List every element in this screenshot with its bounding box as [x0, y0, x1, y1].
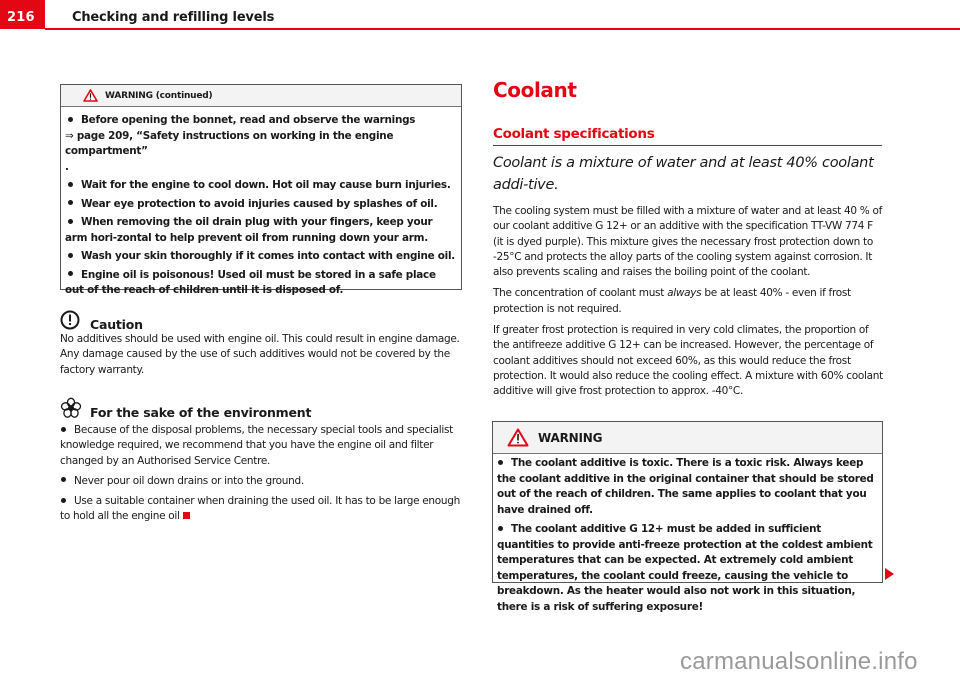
warning-item: The coolant additive is toxic. There is a toxic risk. Always keep the coolant additive in the original container that should be stored out of the reach of children. The same applies to coolant that you have drained off.: [497, 457, 874, 516]
chapter-title: Checking and refilling levels: [72, 10, 275, 25]
crossref-arrow-icon: ⇒: [65, 129, 74, 142]
warning-box-title: WARNING (continued): [105, 90, 213, 101]
environment-item: Never pour oil down drains or into the ground.: [60, 474, 460, 489]
warning-item: Wait for the engine to cool down. Hot oil may cause burn injuries.: [65, 178, 457, 194]
environment-heading: [60, 395, 311, 420]
bullet-icon: [68, 219, 73, 224]
warning-triangle-icon: [83, 89, 98, 102]
warning-box-body: [61, 113, 461, 299]
warning-box-body: [493, 456, 882, 615]
paragraph: The concentration of coolant must always be at least 40% - even if frost protection is not required.: [493, 287, 851, 315]
coolant-warning-box: [492, 421, 883, 613]
emphasis: always: [667, 287, 702, 300]
warning-triangle-icon: [507, 428, 529, 447]
bullet-icon: [68, 117, 73, 122]
intro-text: Coolant is a mixture of water and at least 40% coolant addi-tive.: [493, 155, 874, 193]
environment-list: [60, 423, 460, 530]
bullet-icon: [61, 498, 66, 503]
bullet-icon: [68, 200, 73, 205]
next-page-arrow-icon[interactable]: [885, 568, 894, 580]
warning-item: The coolant additive G 12+ must be added in sufficient quantities to provide anti-freeze protection at the coldest ambient temperatures that can be expected. At extremely cold ambient temperatures, the coolant could freeze, causing the vehicle to breakdown. As the heater would also not work in this situation, there is a risk of suffering exposure!: [497, 523, 873, 613]
bullet-icon: [61, 427, 66, 432]
header-rule: [45, 28, 960, 30]
subsection-rule: [493, 145, 882, 146]
environment-title: For the sake of the environment: [90, 405, 312, 420]
warning-item: When removing the oil drain plug with your fingers, keep your arm hori-zontal to help prevent oil from running down your arm.: [65, 216, 433, 244]
watermark: carmanualsonline.info: [680, 648, 918, 675]
bullet-icon: [498, 460, 503, 465]
flower-environment-icon: [60, 397, 82, 419]
bullet-icon: [68, 271, 73, 276]
bullet-icon: [498, 526, 503, 531]
bullet-icon: [61, 477, 66, 482]
caution-exclamation-icon: [60, 310, 80, 330]
warning-item: Wear eye protection to avoid injuries caused by splashes of oil.: [65, 197, 457, 213]
caution-heading: [60, 307, 143, 332]
environment-item: Use a suitable container when draining the used oil. It has to be large enough to hold all the engine oil: [60, 495, 460, 523]
bullet-icon: [68, 182, 73, 187]
coolant-body: [493, 204, 885, 405]
page-number: 216: [7, 10, 35, 25]
paragraph: If greater frost protection is required in very cold climates, the proportion of the antifreeze additive G 12+ can be increased. However, the percentage of coolant additives should not exceed 60%, as this would reduce the frost protection. It would also reduce the cooling effect. A mixture with 60% coolant additive will give frost protection to approx. -40°C.: [493, 324, 883, 398]
paragraph: The cooling system must be filled with a mixture of water and at least 40 % of our coolant additive G 12+ or an additive with the specification TT-VW 774 F (it is dyed purple). This mixture gives the necessary frost protection down to -25°C and protects the alloy parts of the cooling system against corrosion. It also prevents scaling and raises the boiling point of the coolant.: [493, 205, 883, 279]
warning-item: Wash your skin thoroughly if it comes into contact with engine oil.: [65, 249, 457, 265]
caution-text: No additives should be used with engine oil. This could result in engine damage. Any damage caused by the use of such additives would not be covered by the factory warranty.: [60, 333, 460, 376]
warning-box-header: [493, 422, 882, 454]
bullet-icon: [68, 253, 73, 258]
environment-item: Because of the disposal problems, the necessary special tools and specialist knowledge required, we recommend that you have the engine oil and filter changed by an Authorised Service Centre.: [60, 424, 453, 467]
warning-item: Before opening the bonnet, read and observe the warnings ⇒ page 209, “Safety instructions on working in the engine compartment” .: [65, 114, 416, 173]
section-end-marker-icon: [183, 512, 190, 519]
warning-item: Engine oil is poisonous! Used oil must be stored in a safe place out of the reach of children until it is disposed of.: [65, 268, 436, 296]
warning-continued-box: [60, 84, 462, 296]
subsection-title: Coolant specifications: [493, 126, 655, 142]
caution-title: Caution: [90, 317, 143, 332]
crossref-link[interactable]: page 209, “Safety instructions on working in the engine compartment”: [65, 129, 394, 157]
warning-box-title: WARNING: [538, 430, 603, 445]
page-number-tab: [0, 0, 45, 29]
warning-box-header: [61, 85, 461, 107]
section-title: Coolant: [493, 78, 577, 102]
